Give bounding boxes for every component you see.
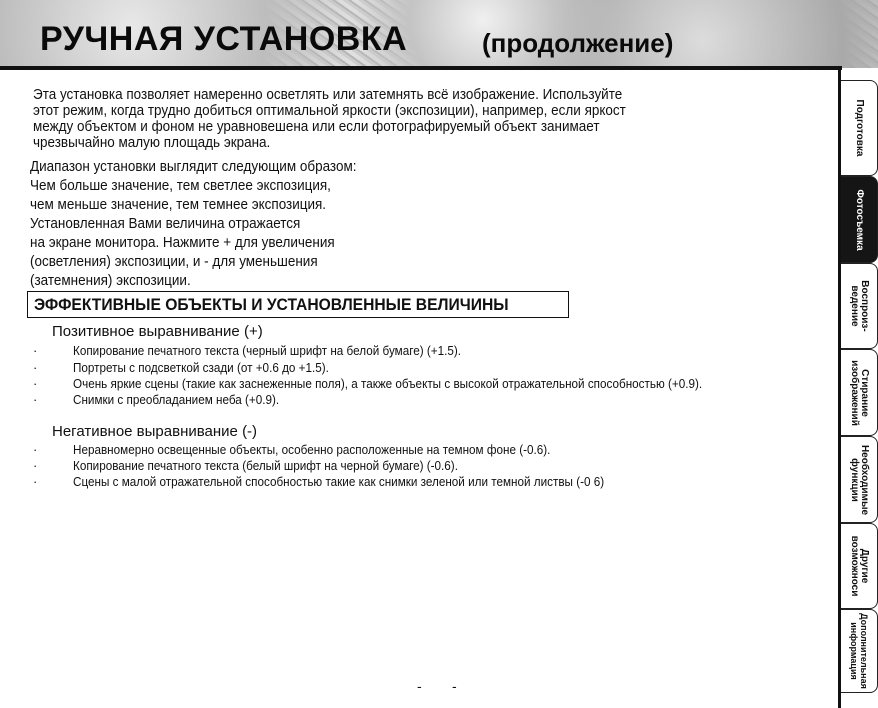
tab-erasing[interactable] [841,349,878,436]
range-line: (затемнения) экспозиции. [30,273,191,289]
tab-label: Подготовка [854,99,865,157]
range-line: на экране монитора. Нажмите + для увеличения [30,235,335,251]
positive-group-title: Позитивное выравнивание (+) [52,323,263,340]
tab-label: Фотосъемка [854,188,865,251]
list-item-text: Очень яркие сцены (такие как заснеженные поля), а также объекты с высокой отражательной способностью (+0.9). [73,376,703,391]
tab-other[interactable] [841,523,878,609]
tab-playback[interactable] [841,263,878,349]
range-line: чем меньше значение, тем темнее экспозиция. [30,197,327,213]
tab-label: Другие возможноси [849,535,870,597]
header-divider [0,66,842,70]
tab-additional-info[interactable] [841,609,878,693]
range-line: Диапазон установки выглядит следующим образом: [30,159,357,175]
negative-group-title: Негативное выравнивание (-) [52,423,258,440]
list-item-text: Сцены с малой отражательной способностью такие как снимки зеленой или темной листвы (-0 6) [73,474,605,489]
list-item-text: Копирование печатного текста (белый шрифт на черной бумаге) (-0.6). [73,458,458,473]
tab-label: Стирание изображений [849,359,870,426]
intro-line: чрезвычайно малую площадь экрана. [33,135,271,151]
page-mark: - [417,678,422,694]
bullet: · [33,360,38,375]
range-line: Чем больше значение, тем светлее экспозиция, [30,178,331,194]
bullet: · [33,392,38,407]
intro-line: между объектом и фоном не уравновешена или если фотографируемый объект занимает [33,119,600,135]
section-heading [27,291,569,318]
page-title: РУЧНАЯ УСТАНОВКА [40,20,408,58]
bullet: · [33,458,38,473]
bullet: · [33,343,38,358]
list-item-text: Снимки с преобладанием неба (+0.9). [73,392,280,407]
tab-label: Воспроиз- ведение [849,280,870,332]
page-subtitle: (продолжение) [482,28,674,58]
list-item-text: Портреты с подсветкой сзади (от +0.6 до +1.5). [73,360,329,375]
range-line: Установленная Вами величина отражается [30,216,301,232]
bullet: · [33,376,38,391]
tab-preparation[interactable] [841,80,878,176]
intro-line: этот режим, когда трудно добиться оптимальной яркости (экспозиции), например, если яркост [33,103,626,119]
bullet: · [33,442,38,457]
section-heading-text: ЭФФЕКТИВНЫЕ ОБЪЕКТЫ И УСТАНОВЛЕННЫЕ ВЕЛИЧИНЫ [34,295,509,314]
page-mark: - [452,678,457,694]
list-item-text: Копирование печатного текста (черный шрифт на белой бумаге) (+1.5). [73,343,462,358]
tab-shooting[interactable] [841,176,878,263]
tab-label: Необходимые функции [849,444,870,515]
list-item-text: Неравномерно освещенные объекты, особенно расположенные на темном фоне (-0.6). [73,442,551,457]
intro-line: Эта установка позволяет намеренно осветлять или затемнять всё изображение. Используйте [33,87,623,103]
tab-functions[interactable] [841,436,878,523]
tab-label: Дополнительная информация [849,613,869,689]
range-line: (осветления) экспозиции, и - для уменьшения [30,254,318,270]
bullet: · [33,474,38,489]
page-header [0,0,878,68]
